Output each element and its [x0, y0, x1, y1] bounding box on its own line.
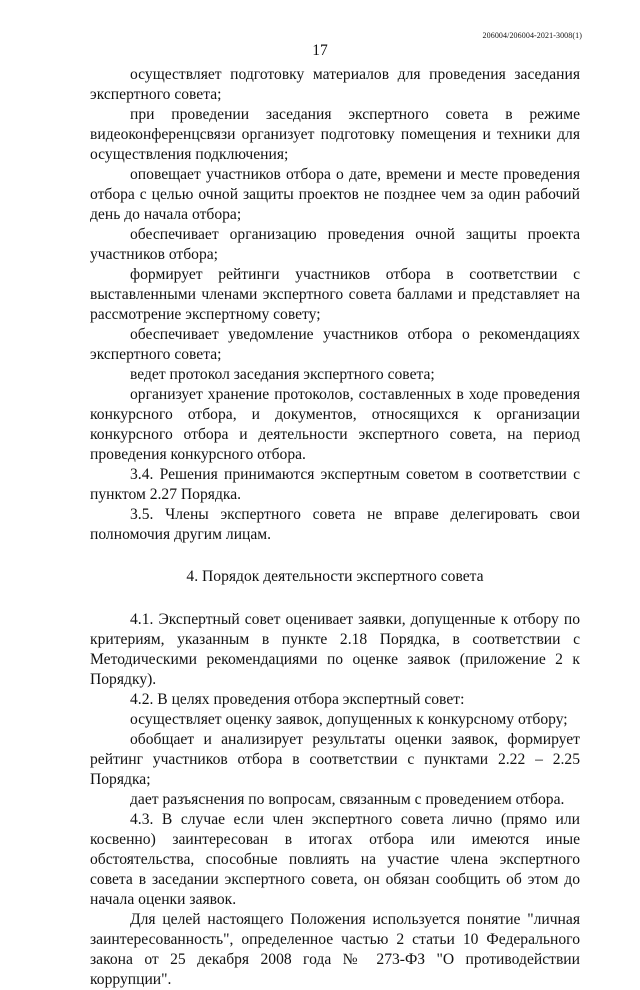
paragraph: 3.5. Члены экспертного совета не вправе делегировать свои полномочия другим лицам.: [90, 506, 580, 543]
paragraph: обеспечивает уведомление участников отбора о рекомендациях экспертного совета;: [90, 326, 580, 363]
paragraph: формирует рейтинги участников отбора в соответствии с выставленными членами экспертного совета баллами и представляет на рассмотрение экспертному совету;: [90, 266, 580, 323]
paragraph: дает разъяснения по вопросам, связанным с проведением отбора.: [130, 791, 565, 808]
paragraph: осуществляет оценку заявок, допущенных к конкурсному отбору;: [130, 711, 568, 728]
paragraph: 4.3. В случае если член экспертного совета лично (прямо или косвенно) заинтересован в итогах отбора или имеются иные обстоятельства, способные повлиять на участие члена экспертного совета в заседании экспертного совета, он обязан сообщить об этом до начала оценки заявок.: [90, 811, 580, 908]
paragraph: оповещает участников отбора о дате, времени и месте проведения отбора с целью очной защиты проектов не позднее чем за один рабочий день до начала отбора;: [90, 166, 580, 223]
paragraph: 4.2. В целях проведения отбора экспертный совет:: [130, 691, 465, 708]
paragraph: обеспечивает организацию проведения очной защиты проекта участников отбора;: [90, 226, 580, 263]
paragraph: 4.1. Экспертный совет оценивает заявки, допущенные к отбору по критериям, указанным в пункте 2.18 Порядка, в соответствии с Методическими рекомендациями по оценке заявок (приложение 2 к Порядку).: [90, 611, 580, 688]
paragraph: 3.4. Решения принимаются экспертным советом в соответствии с пунктом 2.27 Порядка.: [90, 466, 580, 503]
paragraph: обобщает и анализирует результаты оценки заявок, формирует рейтинг участников отбора в соответствии с пунктами 2.22 – 2.25 Порядка;: [90, 731, 580, 788]
paragraph: при проведении заседания экспертного совета в режиме видеоконференцсвязи организует подготовку помещения и техники для осуществления подключения;: [90, 106, 580, 163]
document-id: 206004/206004-2021-3008(1): [482, 31, 582, 40]
document-body: [90, 65, 580, 990]
paragraph: ведет протокол заседания экспертного совета;: [130, 366, 435, 383]
page-number: 17: [312, 42, 328, 59]
paragraph: осуществляет подготовку материалов для проведения заседания экспертного совета;: [90, 66, 580, 103]
paragraph: Для целей настоящего Положения используется понятие "личная заинтересованность", определенное частью 2 статьи 10 Федерального закона от 25 декабря 2008 года № 273-ФЗ "О противодействии коррупции".: [90, 911, 580, 988]
section-heading: 4. Порядок деятельности экспертного совета: [186, 568, 484, 585]
paragraph: организует хранение протоколов, составленных в ходе проведения конкурсного отбора, и документов, относящихся к организации конкурсного отбора и деятельности экспертного совета, на период проведения конкурсного отбора.: [90, 386, 580, 463]
